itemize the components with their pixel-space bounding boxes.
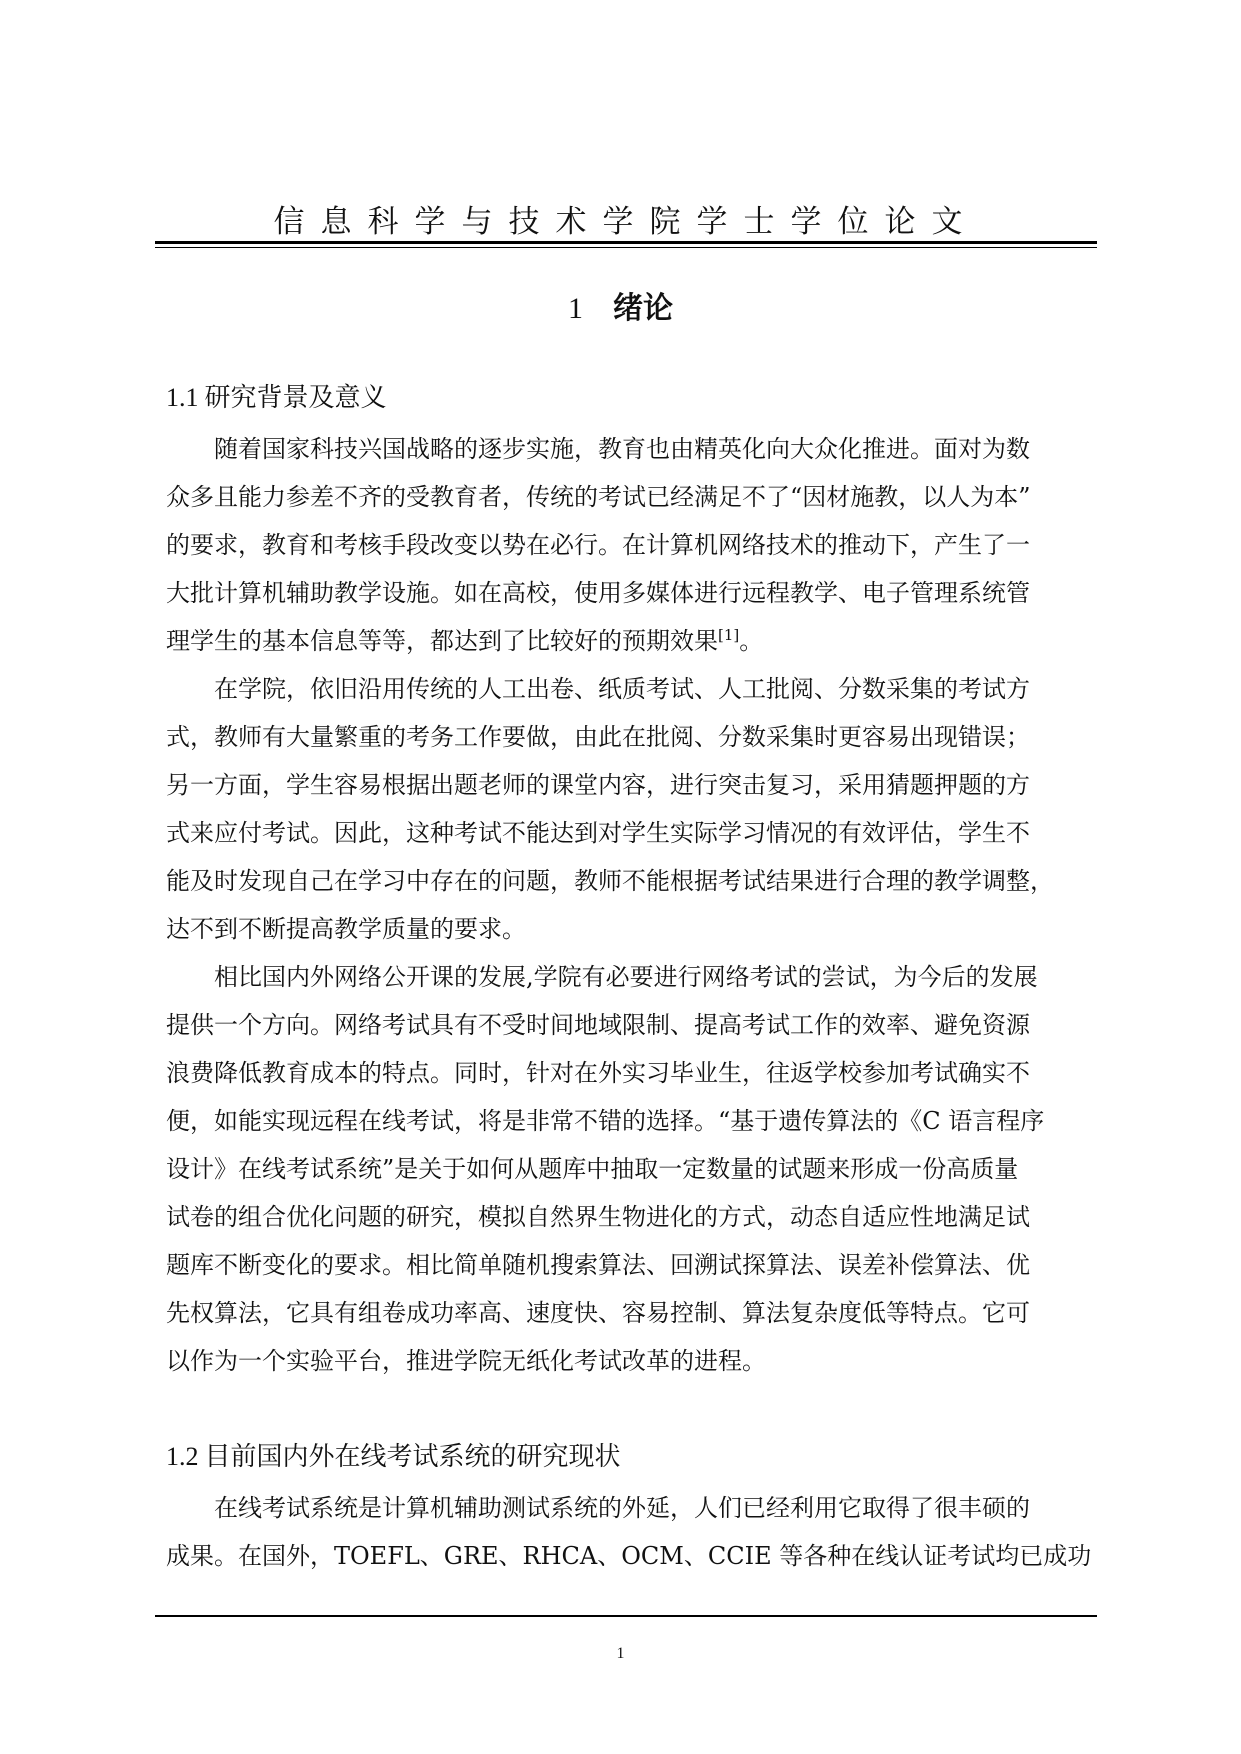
header-rule-thin: [155, 247, 1097, 248]
paragraph-line: [166, 617, 1096, 665]
paragraph-line: 的要求，教育和考核手段改变以势在必行。在计算机网络技术的推动下，产生了一: [166, 531, 1030, 559]
section-title-text: 研究背景及意义: [204, 383, 387, 413]
page-number: 1: [616, 1645, 625, 1662]
paragraph-line: 相比国内外网络公开课的发展,学院有必要进行网络考试的尝试，为今后的发展: [214, 963, 1038, 991]
paragraph-line: 在学院，依旧沿用传统的人工出卷、纸质考试、人工批阅、分数采集的考试方: [214, 675, 1030, 703]
paragraph-line: 式，教师有大量繁重的考务工作要做，由此在批阅、分数采集时更容易出现错误；: [166, 723, 1030, 751]
paragraph-line: 随着国家科技兴国战略的逐步实施，教育也由精英化向大众化推进。面对为数: [214, 435, 1030, 463]
section-heading-1-1: [166, 377, 1096, 414]
section-number: 1.1: [166, 383, 199, 412]
paragraph-line: 另一方面，学生容易根据出题老师的课堂内容，进行突击复习，采用猜题押题的方: [166, 771, 1030, 799]
paragraph-line: 众多且能力参差不齐的受教育者，传统的考试已经满足不了“因材施教，以人为本”: [166, 483, 1031, 511]
paragraph-line: 以作为一个实验平台，推进学院无纸化考试改革的进程。: [166, 1347, 766, 1375]
paragraph-line: 题库不断变化的要求。相比简单随机搜索算法、回溯试探算法、误差补偿算法、优: [166, 1251, 1030, 1279]
chapter-title: [0, 283, 1241, 327]
paragraph-line: 提供一个方向。网络考试具有不受时间地域限制、提高考试工作的效率、避免资源: [166, 1011, 1030, 1039]
sentence-end: 。: [739, 627, 764, 655]
paragraph-line: 大批计算机辅助教学设施。如在高校，使用多媒体进行远程教学、电子管理系统管: [166, 579, 1030, 607]
footer-rule: [155, 1615, 1097, 1617]
section-title-text: 目前国内外在线考试系统的研究现状: [204, 1442, 621, 1472]
running-header: 信息科学与技术学院学士学位论文: [273, 204, 979, 240]
paragraph-line: 式来应付考试。因此，这种考试不能达到对学生实际学习情况的有效评估，学生不: [166, 819, 1030, 847]
paragraph-line: 成果。在国外，TOEFL、GRE、RHCA、OCM、CCIE 等各种在线认证考试均已成功: [166, 1542, 1092, 1570]
chapter-number: 1: [568, 292, 583, 325]
paragraph-line: 达不到不断提高教学质量的要求。: [166, 915, 526, 943]
section-1-2-body: [166, 1484, 1096, 1580]
paragraph-line: 便，如能实现远程在线考试，将是非常不错的选择。“基于遗传算法的《C 语言程序: [166, 1107, 1045, 1135]
section-1-1-body: [166, 425, 1096, 1385]
paragraph-line: 先权算法，它具有组卷成功率高、速度快、容易控制、算法复杂度低等特点。它可: [166, 1299, 1030, 1327]
paragraph-line-text: 理学生的基本信息等等，都达到了比较好的预期效果: [166, 627, 718, 655]
paragraph-line: 在线考试系统是计算机辅助测试系统的外延，人们已经利用它取得了很丰硕的: [214, 1494, 1030, 1522]
section-number: 1.2: [166, 1442, 199, 1471]
citation-marker: [1]: [718, 626, 740, 644]
paragraph-line: 设计》在线考试系统”是关于如何从题库中抽取一定数量的试题来形成一份高质量: [166, 1155, 1019, 1183]
section-heading-1-2: [166, 1436, 1096, 1473]
paragraph-line: 能及时发现自己在学习中存在的问题，教师不能根据考试结果进行合理的教学调整，: [166, 867, 1054, 895]
paragraph-line: 试卷的组合优化问题的研究，模拟自然界生物进化的方式，动态自适应性地满足试: [166, 1203, 1030, 1231]
header-rule-thick: [155, 241, 1097, 244]
paragraph-line: 浪费降低教育成本的特点。同时，针对在外实习毕业生，往返学校参加考试确实不: [166, 1059, 1030, 1087]
chapter-title-text: 绪论: [613, 291, 673, 326]
